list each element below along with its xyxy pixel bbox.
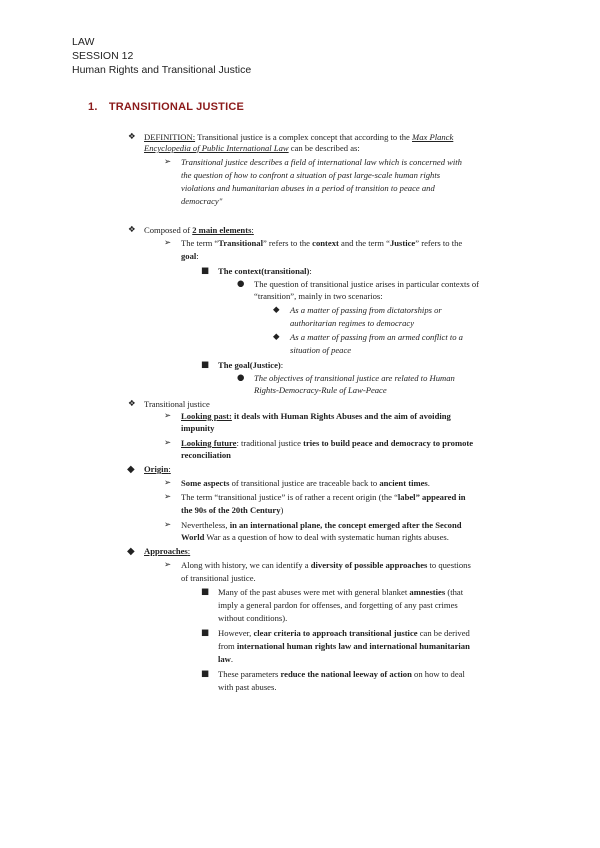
approaches-sub-1-bold: amnesties [409, 587, 446, 597]
context-colon: : [309, 266, 312, 276]
doc-header-topic: Human Rights and Transitional Justice [72, 64, 252, 76]
arrow-bullet-icon: ➢ [164, 492, 172, 502]
approaches-sub-2c [218, 654, 233, 665]
origin-item-2b [181, 505, 283, 516]
section-title [88, 101, 244, 113]
approaches-sub-3-end: on how to deal [411, 669, 465, 679]
origin-item-2-end: ) [280, 505, 284, 515]
term-line-1 [181, 238, 462, 249]
approaches-heading [144, 546, 190, 557]
approaches-sub-3b: with past abuses. [218, 682, 277, 692]
looking-future-bold: tries to build peace and democracy to promote [303, 438, 474, 448]
origin-item-2-bold: label” appeared in [397, 492, 466, 502]
arrow-bullet-icon: ➢ [164, 438, 172, 448]
arrow-bullet-icon: ➢ [164, 560, 172, 570]
looking-past-label: Looking past: [181, 411, 232, 421]
origin-item-1-bold2: ancient times [379, 478, 428, 488]
definition-text-2: can be described as: [288, 143, 360, 153]
square-bullet-icon: ■ [201, 628, 210, 638]
context-label: The context(transitional) [218, 266, 310, 276]
definition-line-2 [144, 143, 360, 154]
arrow-bullet-icon: ➢ [164, 520, 172, 530]
origin-item-1-end: . [427, 478, 430, 488]
composed-text: Composed of [144, 225, 193, 235]
goal-heading [218, 360, 283, 371]
term-i: : [196, 251, 199, 261]
approaches-label: Approaches [144, 546, 188, 556]
term-h: goal [181, 251, 197, 261]
origin-colon: : [168, 464, 171, 474]
definition-source-2: Encyclopedia of Public International Law [144, 143, 289, 153]
arrow-bullet-icon: ➢ [164, 238, 172, 248]
origin-item-3a [181, 520, 462, 531]
context-text-2: “transition”, mainly in two scenarios: [254, 291, 383, 301]
looking-future-line-2: reconciliation [181, 450, 231, 460]
origin-item-1-bold: Some aspects [181, 478, 230, 488]
approaches-sub-2b-bold: international human rights law and international humanitarian [236, 641, 470, 651]
approaches-sub-1c: without conditions). [218, 613, 288, 623]
approaches-sub-2b [218, 641, 470, 652]
origin-item-3-bold2: World [181, 532, 205, 542]
square-bullet-icon: ■ [201, 587, 210, 597]
diamond-bullet-icon: ❖ [128, 225, 136, 235]
term-b: Transitional [218, 238, 263, 248]
diamond-small-icon: ◆ [273, 332, 280, 342]
dot-bullet-icon: ● [237, 373, 245, 383]
context-text-1: The question of transitional justice arises in particular contexts of [254, 279, 480, 289]
diamond-bullet-icon: ❖ [128, 399, 136, 409]
diamond-bullet-icon: ❖ [128, 132, 136, 142]
approaches-sub-2b-text: from [218, 641, 237, 651]
term-d: context [312, 238, 339, 248]
diamond-filled-icon: ◆ [127, 464, 135, 475]
term-e: and the term “ [338, 238, 390, 248]
looking-future-line-1 [181, 438, 473, 449]
approaches-sub-3a [218, 669, 465, 680]
definition-quote-3: violations and humanitarian abuses in a period of transition to peace and [181, 183, 435, 193]
approaches-sub-1b: imply a general pardon for offenses, and forgetting of any past crimes [218, 600, 458, 610]
approaches-sub-3-bold: reduce the national leeway of action [280, 669, 412, 679]
approaches-sub-1-text: Many of the past abuses were met with general blanket [218, 587, 410, 597]
term-c: ” refers to the [262, 238, 313, 248]
origin-item-3-text2: War as a question of how to deal with systematic human rights abuses. [204, 532, 449, 542]
section-title-text: TRANSITIONAL JUSTICE [108, 101, 245, 113]
approaches-sub-2-end: can be derived [417, 628, 470, 638]
composed-colon: : [251, 225, 254, 235]
square-bullet-icon: ■ [201, 266, 210, 276]
approaches-sub-2-text: However, [218, 628, 254, 638]
diamond-filled-icon: ◆ [127, 546, 135, 557]
looking-future-label: Looking future [181, 438, 237, 448]
scenario-2a: As a matter of passing from an armed conflict to a [290, 332, 463, 342]
dot-bullet-icon: ● [237, 279, 245, 289]
looking-future-text: : traditional justice [236, 438, 304, 448]
goal-text-2: Rights-Democracy-Rule of Law-Peace [254, 385, 387, 395]
arrow-bullet-icon: ➢ [164, 157, 172, 167]
definition-quote-4: democracy" [181, 196, 223, 206]
doc-header-session: SESSION 12 [72, 50, 134, 62]
origin-item-1-text: of transitional justice are traceable back to [229, 478, 380, 488]
looking-past-line-1 [181, 411, 451, 422]
origin-label: Origin [144, 464, 169, 474]
origin-item-2a [181, 492, 466, 503]
arrow-bullet-icon: ➢ [164, 478, 172, 488]
composed-bold: 2 main elements [192, 225, 252, 235]
scenario-1b: authoritarian regimes to democracy [290, 318, 415, 328]
approaches-sub-2-bold: clear criteria to approach transitional justice [253, 628, 418, 638]
definition-line-1 [144, 132, 453, 143]
definition-text: Transitional justice is a complex concept that according to the [195, 132, 413, 142]
approaches-item-1-text2: to questions [427, 560, 471, 570]
origin-item-3b [181, 532, 449, 543]
approaches-sub-3-text: These parameters [218, 669, 281, 679]
approaches-sub-2a [218, 628, 470, 639]
origin-item-1 [181, 478, 430, 489]
scenario-2b: situation of peace [290, 345, 352, 355]
term-a: The term “ [181, 238, 219, 248]
diamond-small-icon: ◆ [273, 305, 280, 315]
composed-line [144, 225, 254, 236]
section-number: 1. [88, 101, 98, 113]
origin-heading [144, 464, 171, 475]
square-bullet-icon: ■ [201, 669, 210, 679]
approaches-item-1-text: Along with history, we can identify a [181, 560, 311, 570]
scenario-1a: As a matter of passing from dictatorships or [290, 305, 442, 315]
term-g: ” refers to the [415, 238, 463, 248]
approaches-colon: : [187, 546, 191, 556]
goal-label: The goal(Justice) [218, 360, 281, 370]
approaches-item-1a [181, 560, 471, 571]
origin-item-3-text: Nevertheless, [181, 520, 230, 530]
approaches-sub-2c-end: . [230, 654, 234, 664]
approaches-sub-2c-bold: law [218, 654, 231, 664]
term-f: Justice [389, 238, 416, 248]
approaches-sub-1-end: (that [445, 587, 464, 597]
origin-item-2-bold2: the 90s of the 20th Century [181, 505, 281, 515]
origin-item-2-text: The term “transitional justice” is of rather a recent origin (the “ [181, 492, 398, 502]
term-line-2 [181, 251, 199, 262]
square-bullet-icon: ■ [201, 360, 210, 370]
definition-label: DEFINITION: [144, 132, 196, 142]
definition-source: Max Planck [412, 132, 454, 142]
approaches-item-1-bold: diversity of possible approaches [310, 560, 428, 570]
approaches-sub-1a [218, 587, 463, 598]
approaches-item-1b: of transitional justice. [181, 573, 256, 583]
looking-past-text: it deals with Human Rights Abuses and the aim of avoiding [231, 411, 451, 421]
definition-quote-1: Transitional justice describes a field of international law which is concerned with [181, 157, 462, 167]
context-heading [218, 266, 312, 277]
looking-past-line-2: impunity [181, 423, 215, 433]
arrow-bullet-icon: ➢ [164, 411, 172, 421]
goal-colon: : [280, 360, 284, 370]
origin-item-3-bold: in an international plane, the concept emerged after the Second [229, 520, 462, 530]
doc-header-subject: LAW [72, 36, 95, 48]
tj-label: Transitional justice [144, 399, 210, 409]
definition-quote-2: the question of how to confront a situation of past large-scale human rights [181, 170, 441, 180]
goal-text-1: The objectives of transitional justice are related to Human [254, 373, 455, 383]
